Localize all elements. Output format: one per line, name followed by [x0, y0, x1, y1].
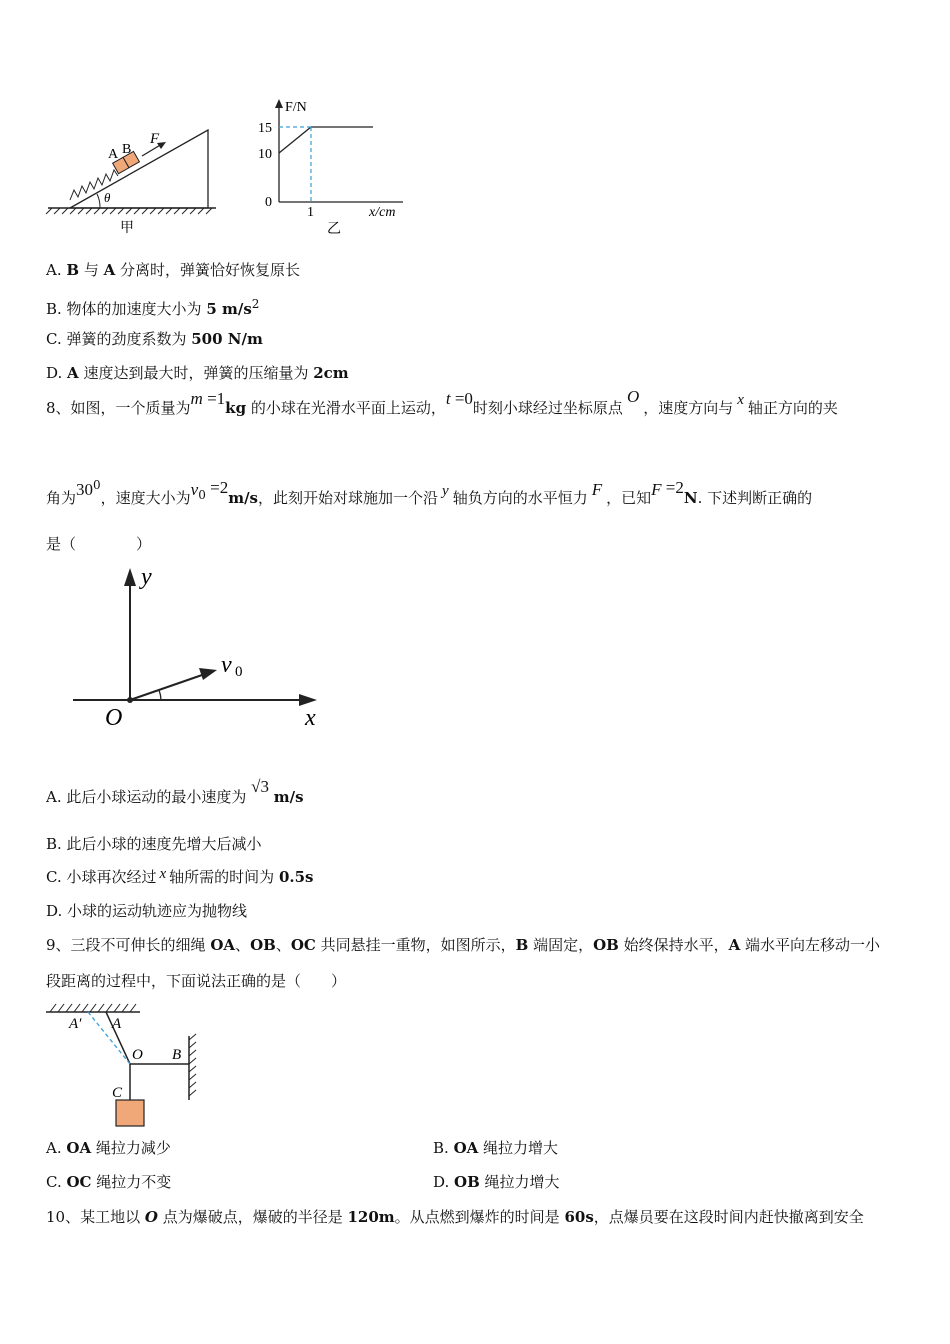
- q8-stem-line3: 是（ ）: [46, 535, 152, 553]
- tick-15: 15: [258, 121, 272, 136]
- caption-jia: 甲: [120, 221, 134, 236]
- label-b: B: [122, 142, 132, 157]
- q8-option-b[interactable]: B. 此后小球的速度先增大后减小: [46, 835, 262, 853]
- label-b: B: [172, 1047, 182, 1063]
- figure-rope-system: [44, 998, 214, 1130]
- figure-velocity-axes: [65, 560, 335, 740]
- q8-option-c[interactable]: C. 小球再次经过 x 轴所需的时间为 0.5s: [46, 866, 314, 886]
- label-a-prime: A′: [69, 1016, 82, 1032]
- q7-option-a[interactable]: A. B 与 A 分离时，弹簧恰好恢复原长: [46, 261, 301, 279]
- q9-stem-line2: 段距离的过程中，下面说法正确的是（ ）: [46, 972, 347, 990]
- q9-option-a[interactable]: A. OA 绳拉力减少: [46, 1139, 171, 1157]
- q7-option-d[interactable]: D. A 速度达到最大时，弹簧的压缩量为 2cm: [46, 364, 349, 382]
- v0-sub: 0: [235, 664, 243, 680]
- weight-block: [116, 1100, 144, 1126]
- x-axis-label: x/cm: [369, 205, 396, 220]
- tick-1: 1: [307, 205, 314, 220]
- figure-incline-spring: [40, 120, 230, 240]
- figure-force-graph: [255, 95, 415, 240]
- label-a: A: [108, 147, 119, 162]
- y-label: y: [141, 564, 152, 590]
- q9-option-c[interactable]: C. OC 绳拉力不变: [46, 1173, 172, 1191]
- label-a: A: [112, 1016, 122, 1032]
- q7-option-c[interactable]: C. 弹簧的劲度系数为 500 N/m: [46, 330, 263, 348]
- label-c: C: [112, 1085, 123, 1101]
- caption-yi: 乙: [327, 222, 341, 237]
- q10-stem-line1: 10、某工地以 O 点为爆破点，爆破的半径是 120m。从点燃到爆炸的时间是 60s，点爆员要在这段时间内赶快撤离到安全: [46, 1208, 864, 1226]
- q9-stem-line1: 9、三段不可伸长的细绳 OA、OB、OC 共同悬挂一重物，如图所示，B 端固定，OB 始终保持水平，A 端水平向左移动一小: [46, 936, 881, 954]
- label-f: F: [150, 131, 160, 147]
- q8-stem-line2: 角为$30^0$，速度大小为$v_0 =2m/s$，此刻开始对球施加一个沿 y 轴负方向的水平恒力 F ，已知F =2N. 下述判断正确的: [46, 478, 813, 507]
- q8-stem-line1: 8、如图，一个质量为m =1kg 的小球在光滑水平面上运动，t =0时刻小球经过坐标原点O，速度方向与 x 轴正方向的夹: [46, 387, 838, 417]
- x-label: x: [305, 705, 316, 731]
- v0-label: v: [221, 652, 232, 678]
- q7-option-b[interactable]: B. 物体的加速度大小为 5 $m/s^2$: [46, 297, 260, 318]
- y-axis-label: F/N: [285, 100, 307, 115]
- q9-option-b[interactable]: B. OA 绳拉力增大: [433, 1139, 559, 1157]
- q9-option-d[interactable]: D. OB 绳拉力增大: [433, 1173, 560, 1191]
- label-o: O: [132, 1047, 143, 1063]
- q8-option-d[interactable]: D. 小球的运动轨迹应为抛物线: [46, 902, 248, 920]
- q8-option-a[interactable]: A. 此后小球运动的最小速度为 √3 m/s: [46, 777, 304, 806]
- tick-0: 0: [265, 195, 272, 210]
- label-theta: θ: [104, 190, 111, 205]
- tick-10: 10: [258, 147, 272, 162]
- origin-label: O: [105, 705, 123, 731]
